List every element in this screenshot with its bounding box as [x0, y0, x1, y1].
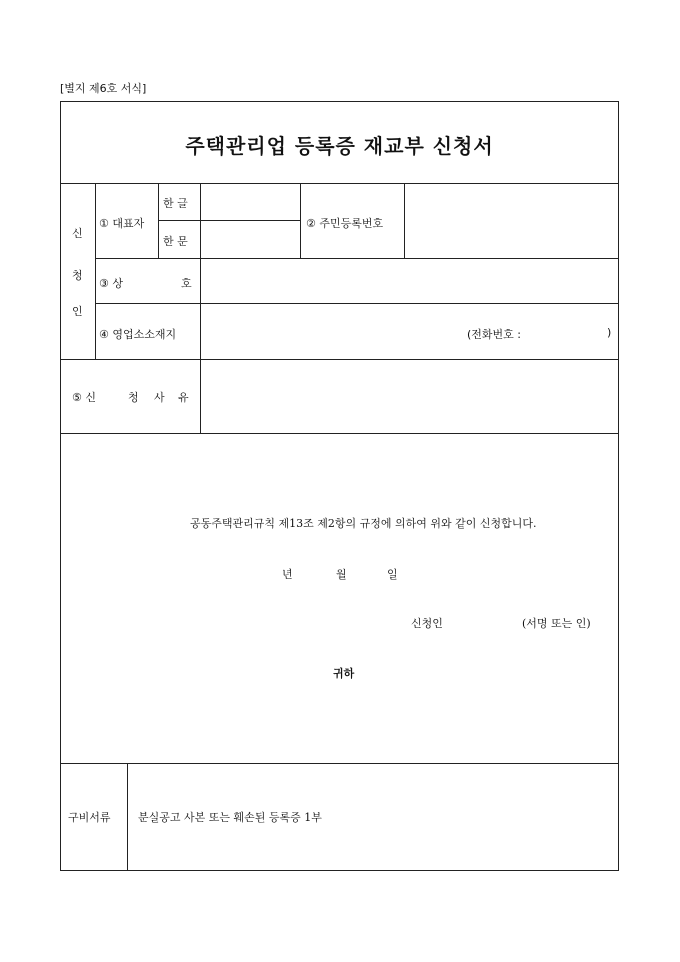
phone-field[interactable]	[540, 318, 604, 344]
business-address-label: ④ 영업소소재지	[99, 328, 177, 341]
reason-label-1: ⑤ 신	[72, 391, 96, 404]
divider-reason	[60, 433, 619, 434]
representative-label: ① 대표자	[99, 217, 145, 230]
divider-side-label	[95, 183, 96, 359]
divider-declaration	[60, 763, 619, 764]
applicant-side-label-1: 신	[72, 227, 83, 240]
applicant-side-label-2: 청	[72, 269, 83, 282]
applicant-signature-label: 신청인	[411, 617, 443, 630]
reason-field[interactable]	[201, 360, 618, 432]
reason-label-3: 사	[154, 391, 165, 404]
phone-close: )	[607, 326, 612, 339]
date-month-label: 월	[336, 568, 347, 581]
name-hanja-field[interactable]	[201, 221, 299, 257]
hangul-label: 한 글	[163, 197, 188, 210]
reason-label-2: 청	[128, 391, 139, 404]
declaration-statement: 공동주택관리규칙 제13조 제2항의 규정에 의하여 위와 같이 신청합니다.	[190, 517, 537, 530]
resident-number-field[interactable]	[405, 184, 618, 257]
name-hangul-field[interactable]	[201, 184, 299, 219]
company-name-label-end: 호	[181, 277, 192, 290]
recipient-label: 귀하	[333, 667, 355, 680]
phone-label: (전화번호 :	[467, 328, 521, 341]
business-address-field[interactable]	[201, 304, 461, 358]
divider-attachments-label	[127, 763, 128, 871]
applicant-side-label-3: 인	[72, 305, 83, 318]
attachments-content: 분실공고 사본 또는 훼손된 등록증 1부	[138, 811, 322, 824]
divider-representative-label	[158, 183, 159, 258]
company-name-field[interactable]	[201, 259, 618, 302]
resident-number-label: ② 주민등록번호	[306, 217, 384, 230]
date-year-label: 년	[282, 568, 293, 581]
form-number-label: [별지 제6호 서식]	[60, 82, 147, 95]
attachments-label: 구비서류	[68, 811, 111, 824]
form-title: 주택관리업 등록증 재교부 신청서	[185, 134, 494, 158]
hanja-label: 한 문	[163, 235, 188, 248]
signature-note: (서명 또는 인)	[522, 617, 591, 630]
reason-label-4: 유	[178, 391, 189, 404]
divider-name-field	[300, 183, 301, 258]
date-day-label: 일	[387, 568, 398, 581]
company-name-label: ③ 상	[99, 277, 123, 290]
